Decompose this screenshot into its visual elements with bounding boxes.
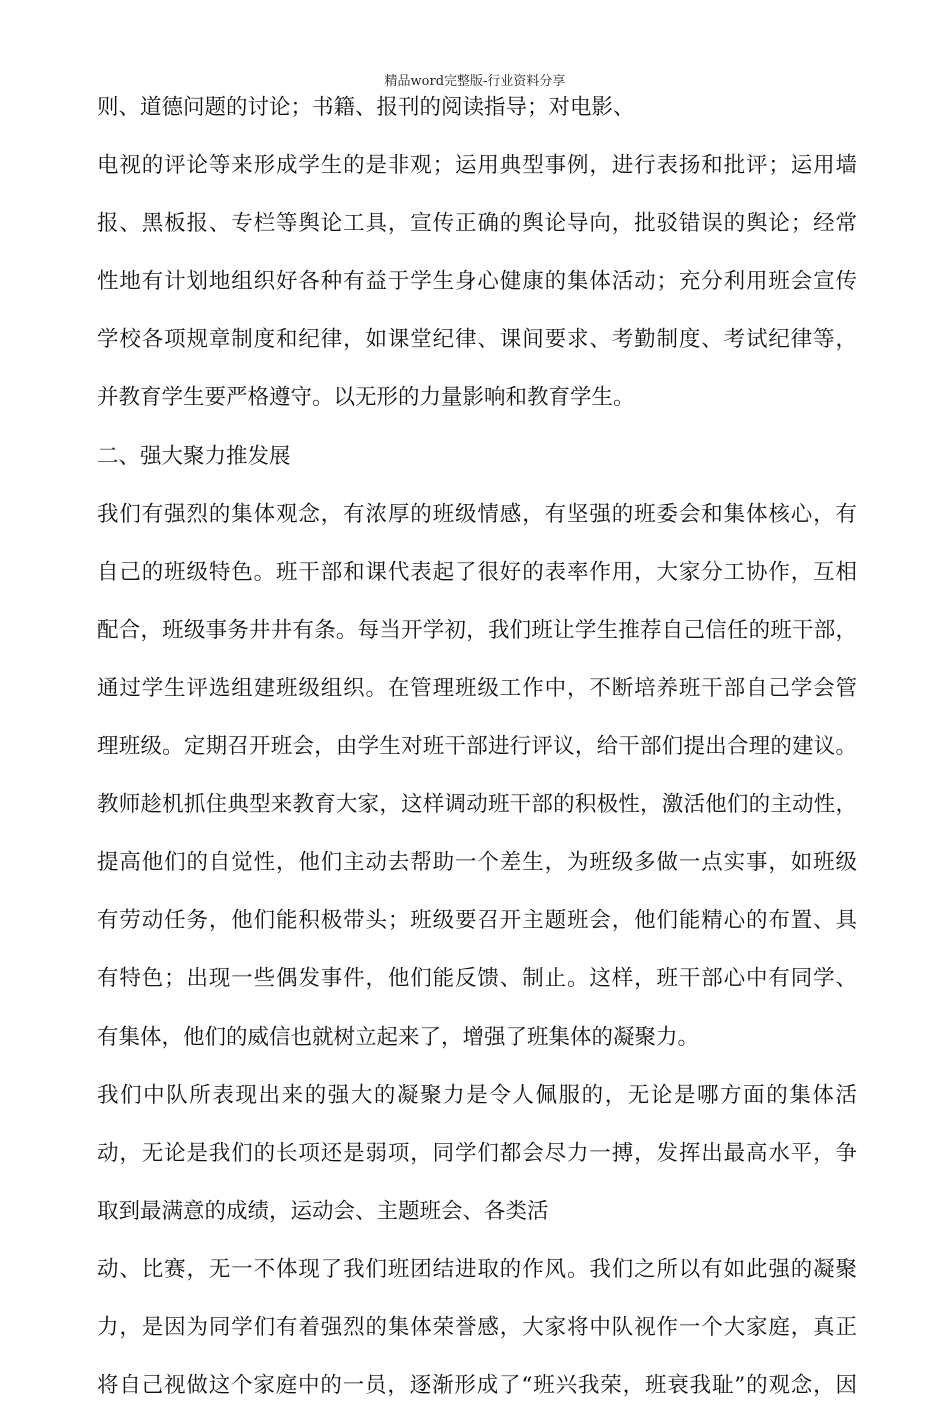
text-line: 配合，班级事务井井有条。每当开学初，我们班让学生推荐自己信任的班干部， [97, 617, 857, 643]
text-line: 力，是因为同学们有着强烈的集体荣誉感，大家将中队视作一个大家庭，真正 [97, 1314, 857, 1340]
text-line: 我们中队所表现出来的强大的凝聚力是令人佩服的，无论是哪方面的集体活 [97, 1082, 857, 1108]
text-line: 有劳动任务，他们能积极带头；班级要召开主题班会，他们能精心的布置、具 [97, 908, 857, 934]
page-header: 精品word完整版-行业资料分享 [384, 74, 566, 89]
text-line: 理班级。定期召开班会，由学生对班干部进行评议，给干部们提出合理的建议。 [97, 734, 857, 760]
text-line: 二、强大聚力推发展 [97, 443, 291, 469]
text-line: 学校各项规章制度和纪律，如课堂纪律、课间要求、考勤制度、考试纪律等， [97, 327, 857, 353]
text-line: 自己的班级特色。班干部和课代表起了很好的表率作用，大家分工协作，互相 [97, 559, 857, 585]
text-line: 报、黑板报、专栏等舆论工具，宣传正确的舆论导向，批驳错误的舆论；经常 [97, 211, 857, 237]
text-line: 教师趁机抓住典型来教育大家，这样调动班干部的积极性，激活他们的主动性， [97, 792, 857, 818]
text-line: 通过学生评选组建班级组织。在管理班级工作中，不断培养班干部自己学会管 [97, 675, 857, 701]
document-body [97, 90, 857, 1426]
text-line: 我们有强烈的集体观念，有浓厚的班级情感，有坚强的班委会和集体核心，有 [97, 501, 857, 527]
text-line: 提高他们的自觉性，他们主动去帮助一个差生，为班级多做一点实事，如班级 [97, 850, 857, 876]
text-line: 取到最满意的成绩，运动会、主题班会、各类活 [97, 1198, 549, 1224]
text-line: 则、道德问题的讨论；书籍、报刊的阅读指导；对电影、 [97, 95, 635, 120]
text-line: 动，无论是我们的长项还是弱项，同学们都会尽力一搏，发挥出最高水平，争 [97, 1140, 857, 1166]
text-line: 动、比赛，无一不体现了我们班团结进取的作风。我们之所以有如此强的凝聚 [97, 1256, 857, 1282]
text-line: 电视的评论等来形成学生的是非观；运用典型事例，进行表扬和批评；运用墙 [97, 153, 857, 179]
text-line: 有特色；出现一些偶发事件，他们能反馈、制止。这样，班干部心中有同学、 [97, 966, 857, 992]
text-line: 将自己视做这个家庭中的一员，逐渐形成了“班兴我荣，班衰我耻”的观念，因 [97, 1373, 857, 1399]
text-line: 并教育学生要严格遵守。以无形的力量影响和教育学生。 [97, 385, 635, 411]
text-line: 性地有计划地组织好各种有益于学生身心健康的集体活动；充分利用班会宣传 [97, 269, 857, 295]
text-line: 有集体，他们的威信也就树立起来了，增强了班集体的凝聚力。 [97, 1024, 700, 1050]
